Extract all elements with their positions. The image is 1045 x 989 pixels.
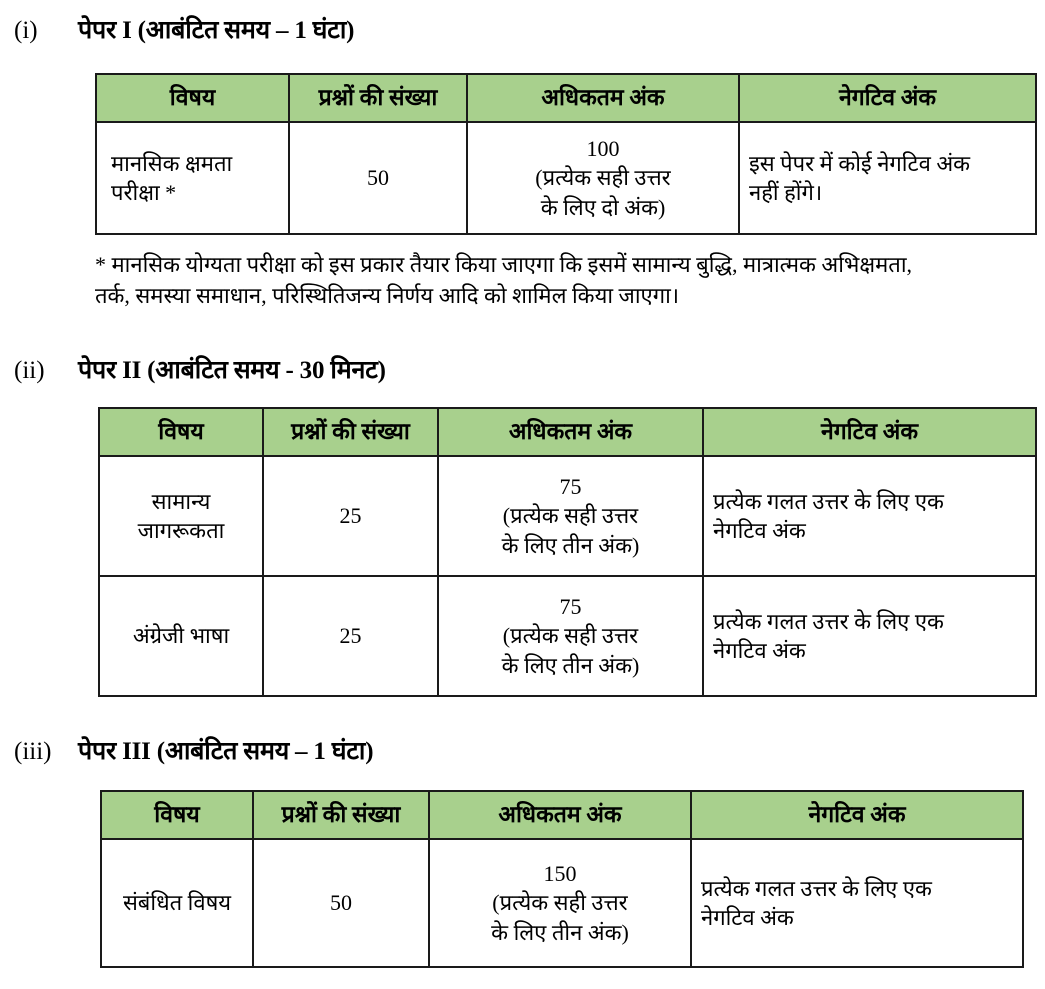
paper-1-footnote <box>95 249 1043 311</box>
negative-line-2: नेगटिव अंक <box>713 518 806 543</box>
negative-line-1: प्रत्येक गलत उत्तर के लिए एक <box>713 488 944 514</box>
column-header-question-count: प्रश्नों की संख्या <box>263 408 438 456</box>
cell-max-marks <box>438 576 703 696</box>
cell-question-count: 25 <box>263 576 438 696</box>
subject-line-1: संबंधित विषय <box>122 890 232 916</box>
max-marks-note-line-2: के लिए तीन अंक) <box>491 919 629 945</box>
cell-max-marks <box>467 122 739 234</box>
subject-line-1: अंग्रेजी भाषा <box>132 623 230 649</box>
max-marks-value: 75 <box>559 473 582 499</box>
subject-line-2: जागरूकता <box>137 518 225 543</box>
section-heading-3 <box>0 733 373 767</box>
max-marks-value: 75 <box>559 593 582 619</box>
negative-line-1: प्रत्येक गलत उत्तर के लिए एक <box>713 608 944 634</box>
column-header-question-count: प्रश्नों की संख्या <box>289 74 467 122</box>
footnote-line-2: तर्क, समस्या समाधान, परिस्थितिजन्य निर्णय आदि को शामिल किया जाएगा। <box>95 283 680 309</box>
max-marks-note-line-2: के लिए दो अंक) <box>540 194 666 220</box>
table-header-row <box>101 791 1023 839</box>
section-title-3: पेपर III (आबंटित समय – 1 घंटा) <box>78 738 374 765</box>
subject-line-1: सामान्य <box>151 488 211 514</box>
negative-line-1: प्रत्येक गलत उत्तर के लिए एक <box>701 875 932 901</box>
cell-max-marks <box>429 839 691 967</box>
negative-line-2: नेगटिव अंक <box>701 905 794 930</box>
max-marks-note-line-1: (प्रत्येक सही उत्तर <box>492 890 628 916</box>
cell-negative-marks <box>691 839 1023 967</box>
paper-3-table <box>100 790 1024 968</box>
section-title-1: पेपर I (आबंटित समय – 1 घंटा) <box>78 17 355 44</box>
section-heading-1 <box>0 12 354 46</box>
max-marks-value: 100 <box>586 135 620 161</box>
section-marker-2: (ii) <box>14 357 45 384</box>
section-marker-1: (i) <box>14 17 38 44</box>
column-header-negative-marks: नेगटिव अंक <box>703 408 1036 456</box>
table-row <box>99 456 1036 576</box>
column-header-question-count: प्रश्नों की संख्या <box>253 791 429 839</box>
subject-line-1: मानसिक क्षमता <box>111 150 233 176</box>
column-header-subject: विषय <box>96 74 289 122</box>
max-marks-value: 150 <box>543 860 577 886</box>
footnote-line-1: * मानसिक योग्यता परीक्षा को इस प्रकार तैयार किया जाएगा कि इसमें सामान्य बुद्धि, मात्रात्मक अभिक्षमता, <box>95 252 913 277</box>
max-marks-note-line-2: के लिए तीन अंक) <box>501 532 640 558</box>
section-heading-2 <box>0 352 386 386</box>
cell-question-count: 50 <box>289 122 467 234</box>
paper-2-table <box>98 407 1037 697</box>
cell-negative-marks <box>703 576 1036 696</box>
section-title-2: पेपर II (आबंटित समय - 30 मिनट) <box>78 357 386 384</box>
table-row <box>101 839 1023 967</box>
negative-line-2: नहीं होंगे। <box>749 180 823 205</box>
cell-subject <box>96 122 289 234</box>
column-header-subject: विषय <box>101 791 253 839</box>
max-marks-note-line-1: (प्रत्येक सही उत्तर <box>502 623 639 649</box>
max-marks-note-line-2: के लिए तीन अंक) <box>501 652 640 678</box>
max-marks-note-line-1: (प्रत्येक सही उत्तर <box>535 165 671 191</box>
cell-question-count: 25 <box>263 456 438 576</box>
table-header-row <box>96 74 1036 122</box>
paper-1-table <box>95 73 1037 235</box>
column-header-max-marks: अधिकतम अंक <box>429 791 691 839</box>
column-header-negative-marks: नेगटिव अंक <box>739 74 1036 122</box>
cell-subject <box>99 456 263 576</box>
column-header-max-marks: अधिकतम अंक <box>467 74 739 122</box>
cell-negative-marks <box>703 456 1036 576</box>
column-header-max-marks: अधिकतम अंक <box>438 408 703 456</box>
cell-max-marks <box>438 456 703 576</box>
table-row <box>99 576 1036 696</box>
max-marks-note-line-1: (प्रत्येक सही उत्तर <box>502 503 639 529</box>
cell-subject <box>99 576 263 696</box>
table-header-row <box>99 408 1036 456</box>
column-header-negative-marks: नेगटिव अंक <box>691 791 1023 839</box>
cell-question-count: 50 <box>253 839 429 967</box>
column-header-subject: विषय <box>99 408 263 456</box>
negative-line-2: नेगटिव अंक <box>713 638 806 663</box>
negative-line-1: इस पेपर में कोई नेगटिव अंक <box>749 150 971 176</box>
subject-line-2: परीक्षा * <box>111 180 177 205</box>
cell-subject <box>101 839 253 967</box>
cell-negative-marks <box>739 122 1036 234</box>
table-row <box>96 122 1036 234</box>
section-marker-3: (iii) <box>14 738 52 765</box>
